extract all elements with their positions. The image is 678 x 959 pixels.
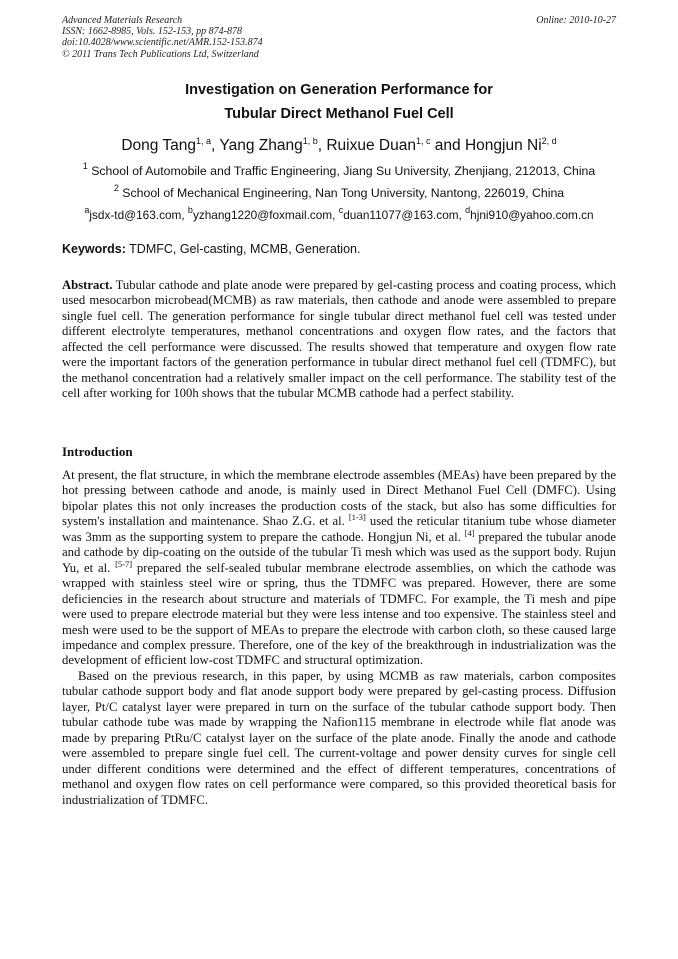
author-separator: and (430, 137, 465, 154)
copyright-line: © 2011 Trans Tech Publications Ltd, Switzerland (62, 48, 259, 60)
author-affiliation-mark: 1, b (302, 136, 318, 146)
section-heading-introduction: Introduction (62, 444, 133, 459)
journal-name: Advanced Materials Research (62, 15, 183, 26)
title-line-1: Investigation on Generation Performance for (185, 82, 493, 98)
affiliation-2 (62, 185, 616, 201)
author-name: Ruixue Duan (326, 137, 416, 154)
paragraph-text: used the reticular titanium tube whose diameter was 3mm as the supporting system to prepare the cathode. Hongjun Ni, et al. (62, 514, 617, 544)
citation-ref: [5-7] (115, 558, 133, 569)
author-list (62, 136, 616, 156)
email-mark: d (465, 205, 471, 215)
intro-paragraph-1 (62, 468, 616, 669)
paragraph-text: prepared the self-sealed tubular membrane electrode assemblies, on which the cathode was wrapped with stainless steel wire or spring, thus the TDMFC was prepared. However, there are some deficiencies in the research about structure and materials of TDMFC. For example, the Ti mesh and pipe were used to prepare electrode material but they were less intense and too expensive. The stainless steel and mesh were used to be the support of MEAs to prepare the electrode with carbon cloth, so these caused large impedance and complex pressure. Therefore, one of the key of the breakthrough in industrialization was the development of efficient low-cost TDMFC and structural optimization. (62, 560, 616, 668)
keywords (62, 241, 616, 257)
email-list (62, 207, 616, 223)
keywords-text: TDMFC, Gel-casting, MCMB, Generation. (125, 242, 361, 256)
abstract-text: Tubular cathode and plate anode were prepared by gel-casting process and coating process, which used mesocarbon microbead(MCMB) as raw materials, then cathode and anode were assembled to prepare single fuel cell. The generation performance for single tubular direct methanol fuel cell was tested under different electrolyte temperatures, methanol concentrations and oxygen flow rates, and the factors that affected the cell performance were discussed. The results showed that temperature and oxygen flow rate were the important factors of the generation performance in tubular direct methanol fuel cell (TDMFC), but the methanol concentration had a relatively smaller impact on the cell performance. The stability test of the cell after working for 100h shows that the tubular MCMB cathode had a perfect stability. (62, 278, 616, 401)
online-date: Online: 2010-10-27 (536, 15, 616, 26)
author-affiliation-mark: 1, c (415, 136, 431, 146)
affiliation-text: School of Mechanical Engineering, Nan Tong University, Nantong, 226019, China (122, 186, 565, 200)
email-mark: b (187, 205, 193, 215)
paragraph-text: At present, the flat structure, in which the membrane electrode assembles (MEAs) have been prepared by the hot pressing between cathode and anode, is mainly used in Direct Methanol Fuel Cell (DMFC). Using bipolar plates this not only increases the production costs of the stack, but also has some difficulties for system's installation and maintenance. Shao Z.G. et al. (62, 468, 616, 529)
journal-header (62, 15, 263, 60)
email-text: yzhang1220@foxmail.com, (192, 208, 339, 222)
paper-title (62, 78, 616, 126)
citation-ref: [1-3] (348, 512, 366, 523)
doi-line: doi:10.4028/www.scientific.net/AMR.152-153.874 (62, 37, 263, 49)
author-name: Dong Tang (121, 137, 197, 154)
introduction-body (62, 468, 616, 808)
email-mark: a (84, 205, 90, 215)
author-affiliation-mark: 2, d (541, 136, 557, 146)
paragraph-text: prepared the tubular anode and cathode by dip-coating on the outside of the tubular Ti mesh which was used as the support body. Rujun Yu, et al. (62, 529, 616, 575)
email-text: hjni910@yahoo.com.cn (470, 208, 594, 222)
abstract-label: Abstract. (62, 278, 113, 292)
intro-paragraph-2: Based on the previous research, in this paper, by using MCMB as raw materials, carbon composites tubular cathode support body and flat anode support body were prepared by gel-casting process. Diffusion layer, Pt/C catalyst layer were prepared in turn on the surface of the tubular cathode support body. Then tubular cathode tube was made by wrapping the Nafion115 membrane in electrode while flat anode was made by preparing PtRu/C catalyst layer on the surface of the plate anode. Finally the anode and cathode were assembled to prepare single fuel cell. The current-voltage and power density curves for single cell under different conditions were determined and the effect of different temperatures, concentrations of methanol and oxygen flow rates on cell performance were compared, so this provided theoretical basis for industrialization of TDMFC. (62, 668, 616, 807)
abstract (62, 278, 616, 402)
email-text: duan11077@163.com, (343, 208, 466, 222)
affiliation-1 (62, 163, 616, 179)
affiliation-mark: 1 (82, 161, 88, 171)
affiliation-text: School of Automobile and Traffic Engineering, Jiang Su University, Zhenjiang, 212013, China (91, 164, 596, 178)
citation-ref: [4] (464, 527, 475, 538)
keywords-label: Keywords: (62, 242, 126, 256)
author-name: Yang Zhang (219, 137, 303, 154)
email-mark: c (338, 205, 344, 215)
author-name: Hongjun Ni (464, 137, 542, 154)
author-separator: , (211, 137, 220, 154)
affiliation-mark: 2 (113, 183, 119, 193)
email-text: jsdx-td@163.com, (89, 208, 188, 222)
title-line-2: Tubular Direct Methanol Fuel Cell (224, 106, 454, 122)
author-separator: , (317, 137, 327, 154)
issn-line: ISSN: 1662-8985, Vols. 152-153, pp 874-878 (62, 26, 242, 38)
author-affiliation-mark: 1, a (196, 136, 212, 146)
